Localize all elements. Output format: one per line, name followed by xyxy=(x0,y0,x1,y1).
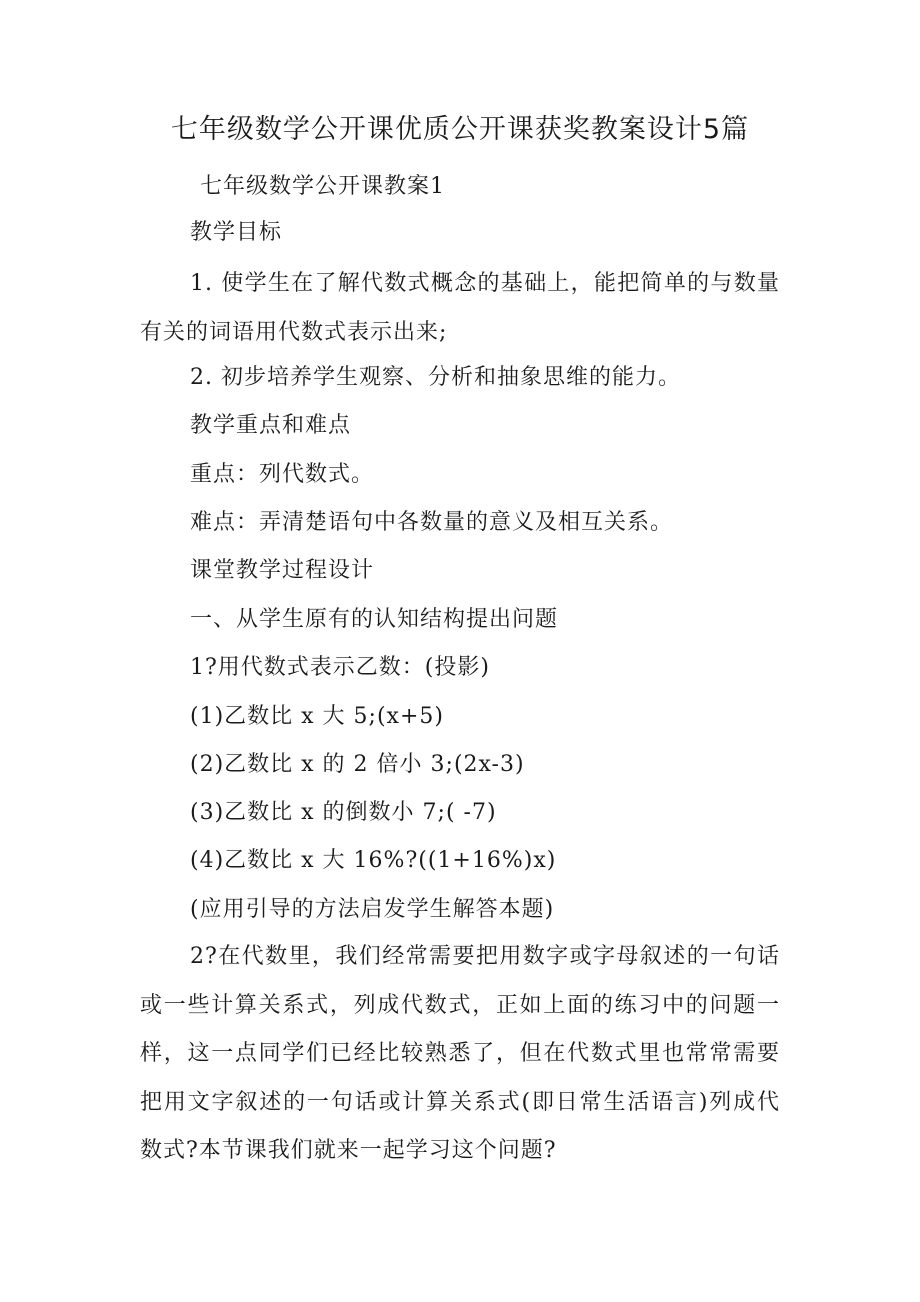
item-1-intro: 1?用代数式表示乙数：(投影) xyxy=(190,655,490,680)
section-heading-objectives: 教学目标 xyxy=(190,220,283,245)
sub-item-4: (4)乙数比 x 大 16%?((1+16%)x) xyxy=(190,848,557,873)
sub-item-1: (1)乙数比 x 大 5;(x+5) xyxy=(190,704,444,729)
difficulty-text: 难点：弄清楚语句中各数量的意义及相互关系。 xyxy=(190,510,674,535)
lesson-subtitle: 七年级数学公开课教案1 xyxy=(200,174,445,199)
sub-item-2: (2)乙数比 x 的 2 倍小 3;(2x-3) xyxy=(190,752,525,777)
part-1-heading: 一、从学生原有的认知结构提出问题 xyxy=(190,607,559,632)
section-heading-keypoints: 教学重点和难点 xyxy=(190,413,352,438)
section-heading-process: 课堂教学过程设计 xyxy=(190,558,375,583)
document-title: 七年级数学公开课优质公开课获奖教案设计5篇 xyxy=(170,114,750,145)
sub-item-3: (3)乙数比 x 的倒数小 7;( -7) xyxy=(190,800,497,825)
keypoint-text: 重点：列代数式。 xyxy=(190,462,375,487)
objective-2: 2. 初步培养学生观察、分析和抽象思维的能力。 xyxy=(190,365,681,390)
objective-1: 1. 使学生在了解代数式概念的基础上，能把简单的与数量有关的词语用代数式表示出来; xyxy=(140,271,780,345)
item-2-paragraph: 2?在代数里，我们经常需要把用数字或字母叙述的一句话或一些计算关系式，列成代数式，正如上面的练习中的问题一样，这一点同学们已经比较熟悉了，但在代数式里也常常需要把用文字叙述的一句话或计算关系式(即日常生活语言)列成代数式?本节课我们就来一起学习这个问题? xyxy=(140,944,780,1163)
method-note: (应用引导的方法启发学生解答本题) xyxy=(190,897,555,922)
